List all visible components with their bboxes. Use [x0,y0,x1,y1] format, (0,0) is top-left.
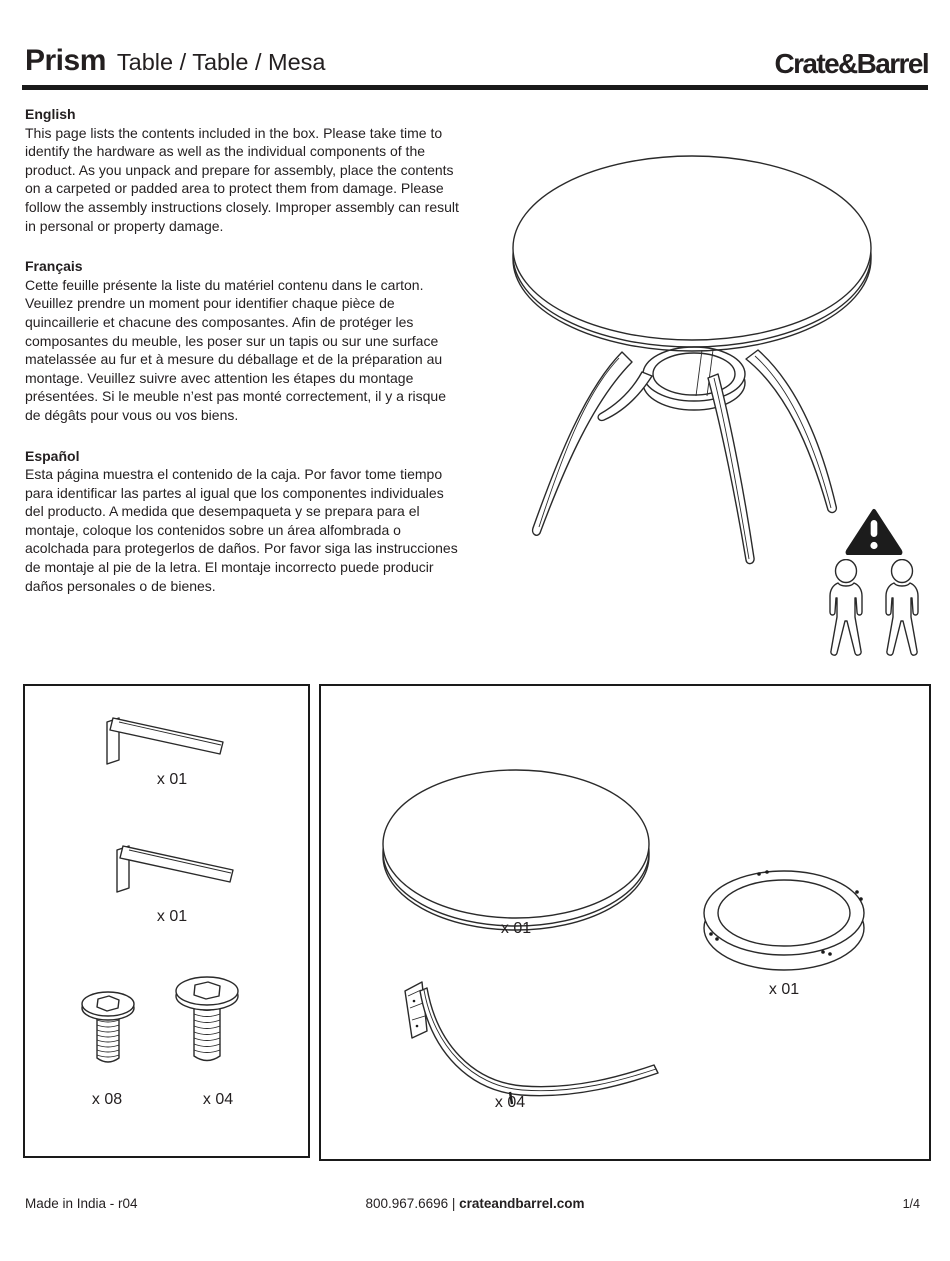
allen-wrench-icon [107,718,223,764]
flat-head-screw-icon [176,977,238,1061]
francais-body: Cette feuille présente la liste du matériel contenu dans le carton. Veuillez prendre un moment pour identifier chaque pièce de quincaillerie et chacune des composantes. Afin de protéger les composantes du meuble, les poser sur un tapis ou sur une surface matelassée au fur et à mesure du déballage et de la préparation au montage. Veuillez suivre avec attention les étapes du montage présentées. Si le meuble n’est pas monté correctement, il y a risque de dégâts pour vous ou vos biens. [25,276,446,423]
allen-wrench-icon [117,846,233,892]
page-number: 1/4 [902,1197,920,1211]
instructions-text-column [25,105,462,617]
brand-logo: Crate&Barrel [774,48,928,79]
allen-wrench-1-qty-label: x 01 [156,771,188,788]
page-title [25,44,325,78]
english-body: This page lists the contents included in the box. Please take time to identify the hardware as well as the individual components of the product. As you unpack and prepare for assembly, place the contents on a carpeted or padded area to protect them from damage. Please follow the assembly instructions closely. Improper assembly can result in personal or property damage. [25,124,459,234]
section-english [25,105,462,235]
francais-heading: Français [25,258,83,275]
espanol-heading: Español [25,447,80,464]
section-espanol [25,447,462,596]
table-leg-icon [405,982,658,1104]
website-text: crateandbarrel.com [459,1196,585,1211]
contact-line [0,1196,950,1211]
support-ring-icon [704,870,864,970]
components-parts-box [319,684,931,1161]
phone-number: 800.967.6696 [365,1196,449,1211]
header-divider [22,85,928,90]
flat-head-screw-icon [82,992,134,1062]
origin-revision-text: Made in India - r04 [25,1196,138,1211]
two-person-assembly-icon [818,559,930,659]
allen-wrench-2-qty-label: x 01 [156,908,188,925]
support-ring-qty-label: x 01 [768,981,800,998]
product-name: Prism [25,44,106,77]
english-heading: English [25,106,76,122]
section-francais [25,257,462,424]
warning-triangle-icon [845,508,903,555]
product-type: Table / Table / Mesa [116,49,326,75]
short-screw-qty-label: x 08 [91,1091,123,1108]
espanol-body: Esta página muestra el contenido de la caja. Por favor tome tiempo para identificar las partes al igual que los componentes individuales del producto. A medida que desempaqueta y se prepara para el montaje, coloque los contenidos sobre un área alfombrada o acolchada para protegerlos de daños. Por favor siga las instrucciones de montaje al pie de la letra. El montaje incorrecto puede producir daños personales o de bienes. [25,466,458,594]
tabletop-qty-label: x 01 [500,920,532,937]
person-icon [823,559,869,659]
leg-qty-label: x 04 [494,1094,526,1111]
long-screw-qty-label: x 04 [202,1091,234,1108]
footer-separator: | [451,1196,456,1211]
tabletop-icon [383,770,649,930]
person-icon [879,559,925,659]
safety-icons [818,508,930,659]
